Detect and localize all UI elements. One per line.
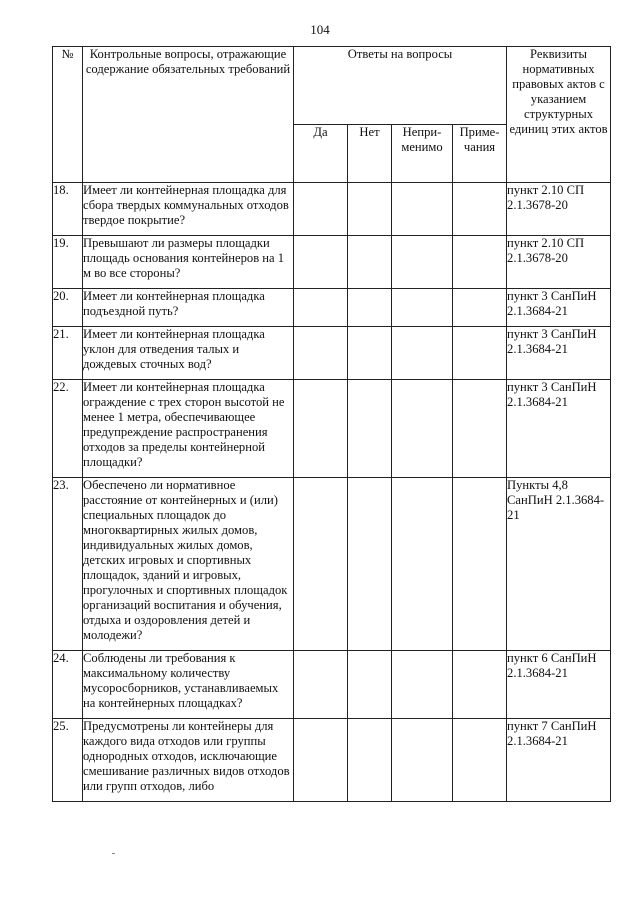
answer-notes-cell[interactable]	[453, 236, 507, 289]
answer-yes-cell[interactable]	[294, 327, 348, 380]
answer-na-cell[interactable]	[392, 651, 453, 719]
answer-yes-cell[interactable]	[294, 651, 348, 719]
table-row	[53, 327, 611, 380]
answer-na-cell[interactable]	[392, 719, 453, 802]
table-row	[53, 651, 611, 719]
table-row	[53, 719, 611, 802]
answer-yes-cell[interactable]	[294, 380, 348, 478]
answer-no-cell[interactable]	[348, 380, 392, 478]
answer-notes-cell[interactable]	[453, 478, 507, 651]
row-reference: Пункты 4,8 СанПиН 2.1.3684-21	[507, 478, 611, 651]
row-number: 18.	[53, 183, 83, 236]
header-number: №	[53, 47, 83, 183]
checklist-table	[52, 46, 611, 802]
table-row	[53, 478, 611, 651]
row-number: 20.	[53, 289, 83, 327]
row-number: 24.	[53, 651, 83, 719]
table-row	[53, 183, 611, 236]
answer-yes-cell[interactable]	[294, 183, 348, 236]
answer-notes-cell[interactable]	[453, 183, 507, 236]
table-row	[53, 380, 611, 478]
answer-yes-cell[interactable]	[294, 289, 348, 327]
row-reference: пункт 7 СанПиН 2.1.3684-21	[507, 719, 611, 802]
answer-no-cell[interactable]	[348, 183, 392, 236]
answer-yes-cell[interactable]	[294, 236, 348, 289]
answer-notes-cell[interactable]	[453, 380, 507, 478]
row-question: Предусмотрены ли контейнеры для каждого вида отходов или группы однородных отходов, исключающие смешивание различных видов отходов или групп отходов, либо	[83, 719, 294, 802]
row-question: Обеспечено ли нормативное расстояние от контейнерных и (или) специальных площадок до многоквартирных жилых домов, индивидуальных жилых домов, детских игровых и спортивных площадок, зданий и игровых, прогулочных и спортивных площадок организаций воспитания и обучения, отдыха и оздоровления детей и молодежи?	[83, 478, 294, 651]
row-number: 22.	[53, 380, 83, 478]
row-number: 25.	[53, 719, 83, 802]
row-reference: пункт 2.10 СП 2.1.3678-20	[507, 236, 611, 289]
header-notes: Приме-чания	[453, 125, 507, 183]
answer-no-cell[interactable]	[348, 289, 392, 327]
row-reference: пункт 3 СанПиН 2.1.3684-21	[507, 327, 611, 380]
row-number: 23.	[53, 478, 83, 651]
answer-no-cell[interactable]	[348, 719, 392, 802]
header-answers: Ответы на вопросы	[294, 47, 507, 125]
answer-notes-cell[interactable]	[453, 651, 507, 719]
answer-na-cell[interactable]	[392, 236, 453, 289]
answer-yes-cell[interactable]	[294, 719, 348, 802]
table-row	[53, 289, 611, 327]
row-reference: пункт 6 СанПиН 2.1.3684-21	[507, 651, 611, 719]
header-yes: Да	[294, 125, 348, 183]
answer-na-cell[interactable]	[392, 478, 453, 651]
answer-na-cell[interactable]	[392, 327, 453, 380]
scan-mark	[112, 853, 115, 854]
answer-no-cell[interactable]	[348, 327, 392, 380]
row-question: Имеет ли контейнерная площадка для сбора твердых коммунальных отходов твердое покрытие?	[83, 183, 294, 236]
answer-na-cell[interactable]	[392, 183, 453, 236]
row-question: Превышают ли размеры площадки площадь основания контейнеров на 1 м во все стороны?	[83, 236, 294, 289]
row-question: Имеет ли контейнерная площадка ограждение с трех сторон высотой не менее 1 метра, обеспечивающее предупреждение распространения отходов за пределы контейнерной площадки?	[83, 380, 294, 478]
header-question: Контрольные вопросы, отражающие содержание обязательных требований	[83, 47, 294, 183]
answer-no-cell[interactable]	[348, 478, 392, 651]
header-no: Нет	[348, 125, 392, 183]
row-reference: пункт 2.10 СП 2.1.3678-20	[507, 183, 611, 236]
row-reference: пункт 3 СанПиН 2.1.3684-21	[507, 380, 611, 478]
header-row	[53, 47, 611, 125]
row-question: Имеет ли контейнерная площадка уклон для отведения талых и дождевых сточных вод?	[83, 327, 294, 380]
answer-na-cell[interactable]	[392, 380, 453, 478]
answer-notes-cell[interactable]	[453, 719, 507, 802]
row-question: Имеет ли контейнерная площадка подъездной путь?	[83, 289, 294, 327]
page-number: 104	[310, 22, 330, 37]
answer-yes-cell[interactable]	[294, 478, 348, 651]
answer-notes-cell[interactable]	[453, 289, 507, 327]
answer-notes-cell[interactable]	[453, 327, 507, 380]
answer-no-cell[interactable]	[348, 236, 392, 289]
row-number: 19.	[53, 236, 83, 289]
answer-no-cell[interactable]	[348, 651, 392, 719]
answer-na-cell[interactable]	[392, 289, 453, 327]
header-requisites: Реквизиты нормативных правовых актов с указанием структурных единиц этих актов	[507, 47, 611, 183]
table-row	[53, 236, 611, 289]
header-not-applicable: Непри-менимо	[392, 125, 453, 183]
row-reference: пункт 3 СанПиН 2.1.3684-21	[507, 289, 611, 327]
row-question: Соблюдены ли требования к максимальному количеству мусоросборников, устанавливаемых на контейнерных площадках?	[83, 651, 294, 719]
row-number: 21.	[53, 327, 83, 380]
